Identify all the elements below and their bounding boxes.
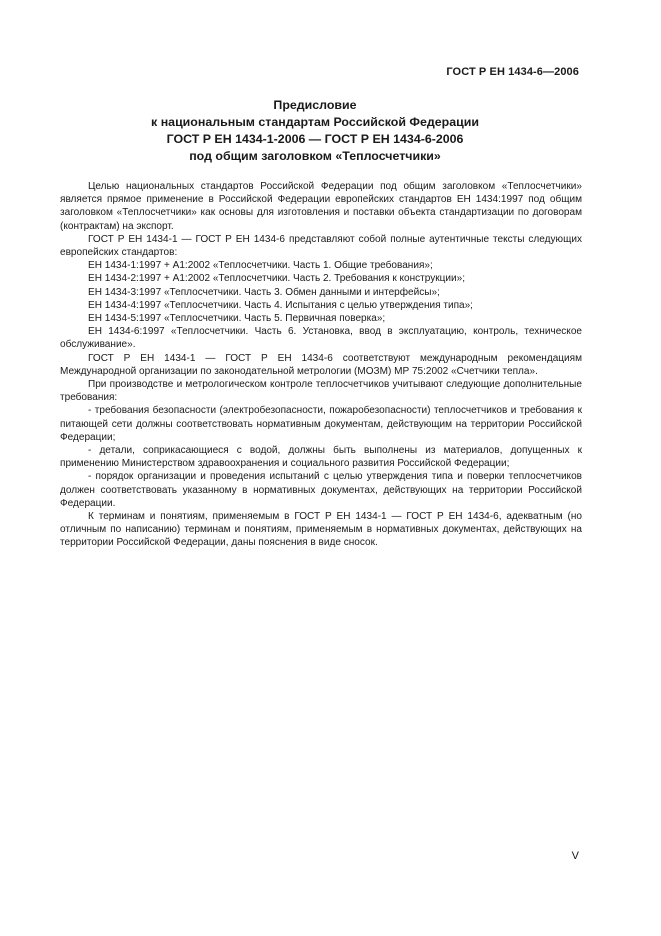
title-line-4: под общим заголовком «Теплосчетчики» [189, 149, 441, 163]
paragraph-terms: К терминам и понятиям, применяемым в ГОСТ Р ЕН 1434-1 — ГОСТ Р ЕН 1434-6, адекватным (но отличным по написанию) терминам и понятиям, применяемым в нормативных документах, действующих на территории Российской Федерации, даны пояснения в виде сносок. [60, 511, 582, 549]
title-line-2: к национальным стандартам Российской Федерации [151, 115, 479, 129]
title-line-1: Предисловие [273, 98, 357, 112]
foreword-title [70, 97, 560, 165]
paragraph-purpose: Целью национальных стандартов Российской Федерации под общим заголовком «Теплосчетчики» является прямое применение в Российской Федерации европейских стандартов ЕН 1434:1997 под общим заголовком «Теплосчетчики» как основы для изготовления и поставки объекта стандартизации по договорам (контрактам) на экспорт. [60, 181, 582, 232]
requirement-item: - требования безопасности (электробезопасности, пожаробезопасности) теплосчетчиков и требования к питающей сети должны соответствовать нормативным документам, действующим на территории Российской Федерации; [60, 405, 582, 443]
standard-list-item: ЕН 1434-4:1997 «Теплосчетчики. Часть 4. Испытания с целью утверждения типа»; [88, 299, 473, 311]
standard-list-item: ЕН 1434-5:1997 «Теплосчетчики. Часть 5. Первичная поверка»; [88, 313, 386, 325]
title-line-3: ГОСТ Р ЕН 1434-1-2006 — ГОСТ Р ЕН 1434-6-2006 [166, 132, 464, 146]
document-code-header: ГОСТ Р ЕН 1434-6—2006 [446, 66, 579, 78]
requirement-item: - детали, соприкасающиеся с водой, должны быть выполнены из материалов, допущенных к применению Министерством здравоохранения и социального развития Российской Федерации; [60, 445, 582, 470]
paragraph-additional-requirements: При производстве и метрологическом контроле теплосчетчиков учитывают следующие дополнительные требования: [60, 379, 582, 404]
standard-list-item: ЕН 1434-2:1997 + А1:2002 «Теплосчетчики. Часть 2. Требования к конструкции»; [88, 273, 466, 285]
requirement-item: - порядок организации и проведения испытаний с целью утверждения типа и поверки теплосчетчиков должен соответствовать указанному в нормативных документах, действующих на территории Российской Федерации. [60, 471, 582, 509]
page-number: V [571, 850, 579, 862]
standard-list-item: ЕН 1434-3:1997 «Теплосчетчики. Часть 3. Обмен данными и интерфейсы»; [88, 286, 440, 298]
standard-list-item: ЕН 1434-6:1997 «Теплосчетчики. Часть 6. Установка, ввод в эксплуатацию, контроль, техническое обслуживание». [60, 326, 582, 351]
paragraph-oiml: ГОСТ Р ЕН 1434-1 — ГОСТ Р ЕН 1434-6 соответствуют международным рекомендациям Международной организации по законодательной метрологии (МОЗМ) МР 75:2002 «Счетчики тепла». [60, 352, 582, 377]
standard-list-item: ЕН 1434-1:1997 + А1:2002 «Теплосчетчики. Часть 1. Общие требования»; [88, 260, 433, 272]
paragraph-standards-intro: ГОСТ Р ЕН 1434-1 — ГОСТ Р ЕН 1434-6 представляют собой полные аутентичные тексты следующих европейских стандартов: [60, 233, 582, 259]
foreword-body [60, 180, 582, 550]
